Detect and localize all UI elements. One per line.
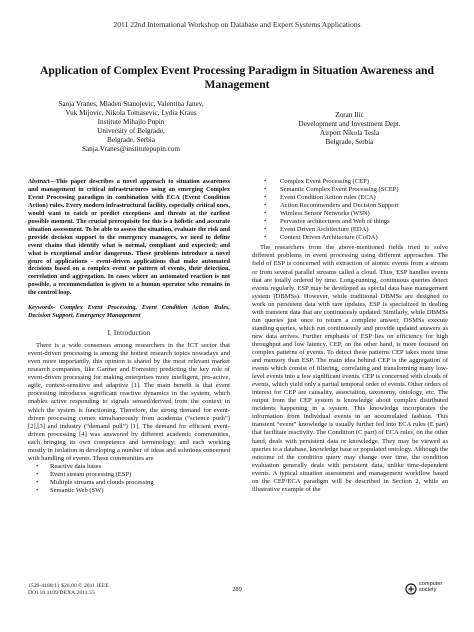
author-email: Sanja.Vranes@institutepupin.com <box>81 144 180 153</box>
affiliation-airport: Airport Nikola Tesla <box>319 128 380 137</box>
list-item: • Wireless Sensor Networks (WSN) <box>252 210 448 218</box>
list-item: • Pervasive architectures and Web of things <box>252 218 448 226</box>
list-item: • Action Recommenders and Decision Support <box>252 202 448 210</box>
affiliation-department: Development and Investment Dept. <box>298 119 401 128</box>
list-item: • Reactive data bases <box>28 463 230 471</box>
author-names-line-1: Sanja Vranes, Mladen Stanojevic, Valentina Janev, <box>58 100 204 108</box>
affiliation-institute: Institute Mihajlo Pupin <box>97 117 165 126</box>
author-block-right <box>252 111 447 147</box>
computer-society-logo <box>405 580 451 598</box>
list-item: • Semantic Web (SW) <box>28 487 230 495</box>
author-names-line-2: Vuk Mijovic, Nikola Tomasevic, Lydia Kraus <box>65 108 197 117</box>
author-name: Zoran Ilic <box>335 111 364 119</box>
list-item: • Event Condition Action rules (ECA) <box>252 194 448 202</box>
list-item: • Multiple streams and clouds processing <box>28 479 230 487</box>
page-number: 289 <box>232 586 242 593</box>
intro-paragraph: There is a wide consensus among researchers in the ICT sector that event-driven processing is among the hottest research topics nowadays and even more importantly, this opinion is shared by the most relevant market research companies, like Gartner and Forrester; predicting the key role of event-driven processing for making enterprises more intelligent, pro-active, agile, context-sensitive and adaptive [1]. The main benefit is that event processing introduces significant reactive dynamics in the system, which enables active responding to signals sensed/derived from the context in which the system is functioning. Therefore, the strong demand for event-driven processing comes simultaneously from academia (“science push”) [2],[3] and industry (“demand pull”) [1]. The demand for efficient event-driven processing [4] was answered by different academic communities, each bringing its own competence and terminology; and each working mostly in isolation in developing a number of ideas and solutions concerned with handling of events. These communities are <box>28 342 230 462</box>
logo-text <box>419 581 442 593</box>
keywords: Keywords- Complex Event Processing, Event Condition Action Rules, Decision Support, Emergency Management <box>28 304 230 320</box>
doi-line: DOI 10.1109/DEXA.2011.55 <box>28 590 95 596</box>
abstract-text: —This paper describes a novel approach to situation awareness and management in critical infrastructures using an emerging Complex Event Processing paradigm in combination with ECA (Event Condition Action) rules. Every modern infrastructural facility, especially critical ones, would want to catch or predict exceptions and threats at the earliest possible moment. The crucial prerequisite for this is a holistic and accurate situation assessment. To be able to assess the situation, evaluate the risk and provide decision support to the emergency managers, we need to define event chains that identify what is normal, compliant and expected; and what is exceptional and/or dangerous. These problems introduce a novel genre of applications - event-driven applications that make automated decisions based on a complex event or pattern of events, their detection, correlation and aggregation. In cases where an automated reaction is not possible, a recommendation is given to a human operator who remains in the control loop. <box>28 178 230 297</box>
copyright-line: 1529-4188/11 $26.00 © 2011 IEEE <box>28 583 109 589</box>
list-item: • Event stream processing (ESP) <box>28 471 230 479</box>
list-item: • Complex Event Processing (CEP) <box>252 178 448 186</box>
section-heading-introduction: I. Introduction <box>107 330 151 338</box>
paper-title: Application of Complex Event Processing Paradigm in Situation Awareness and Management <box>40 64 434 91</box>
body-paragraph: The researchers from the above-mentioned fields tried to solve different problems in event processing using different approaches. The field of ESP is concerned with extraction of atomic events from a stream or from several parallel streams called a cloud. Thus, ESP handles events that are totally ordered by time. Long-running, continuous queries detect events regularly. ESP may be developed as special data base management system (DBMSs). However, while traditional DBMSs are designed to work on persistent data with rare updates, ESP is specialized in dealing with transient data that are continuously updated. Similarly, while DBMSs run queries just once to return a complete answer, DSMSs execute standing queries, which run continuously and provide updated answers as new data arrives. Further emphasis of ESP lies on efficiency for high throughput and low latency. CEP, on the other hand, is more focused on complex patterns of events. To detect these patterns CEP takes more time and memory than ESP. The main idea behind CEP is the aggregation of events which consist of filtering, correlating and transforming many low-level events into a few significant events. CEP is concerned with clouds of events, which yield only a partial temporal order of events. Other orders of interest for CEP are causality, association, taxonomy, ontology, etc. The output from the CEP system is knowledge about complex distributed incidents happening in a system. This knowledge incorporates the information from individual events in an accumulated fashion. This transient “event” knowledge is usually further fed into ECA rules (E part) that facilitate reactivity. The Condition (C part) of ECA rules, on the other hand, deals with persistent data or knowledge. They may be viewed as queries to a database, knowledge base or populated ontology. Although the outcome of the condition query may change over time, the condition evaluation generally deals with persistent data, unlike time-dependent events. A typical situation assessment and management workflow based on the CEP/ECA paradigm will be described in Section 2, while an illustrative example of the <box>252 244 448 493</box>
copyright-footer <box>28 583 228 597</box>
affiliation-location: Belgrade, Serbia <box>107 135 155 144</box>
list-item: • Context Driven Architecture (CoDA) <box>252 234 448 242</box>
list-item: • Semantic Complex Event Processing (SCEP) <box>252 186 448 194</box>
abstract-lead: Abstract <box>28 178 50 185</box>
communities-list-left <box>28 463 230 495</box>
affiliation-university: University of Belgrade, <box>97 126 165 135</box>
conference-header: 2011 22nd International Workshop on Database and Expert Systems Applications <box>113 20 361 29</box>
author-block-left <box>26 100 236 153</box>
left-column <box>28 178 230 495</box>
right-column <box>252 178 448 494</box>
communities-list-right <box>252 178 448 242</box>
logo-text-line-2: society <box>419 587 437 593</box>
computer-society-logo-icon <box>405 583 417 595</box>
abstract <box>28 178 230 297</box>
list-item: • Event Driven Architecture (EDA) <box>252 226 448 234</box>
affiliation-location: Belgrade, Serbia <box>325 137 374 146</box>
logo-text-line-1: computer <box>419 581 443 587</box>
